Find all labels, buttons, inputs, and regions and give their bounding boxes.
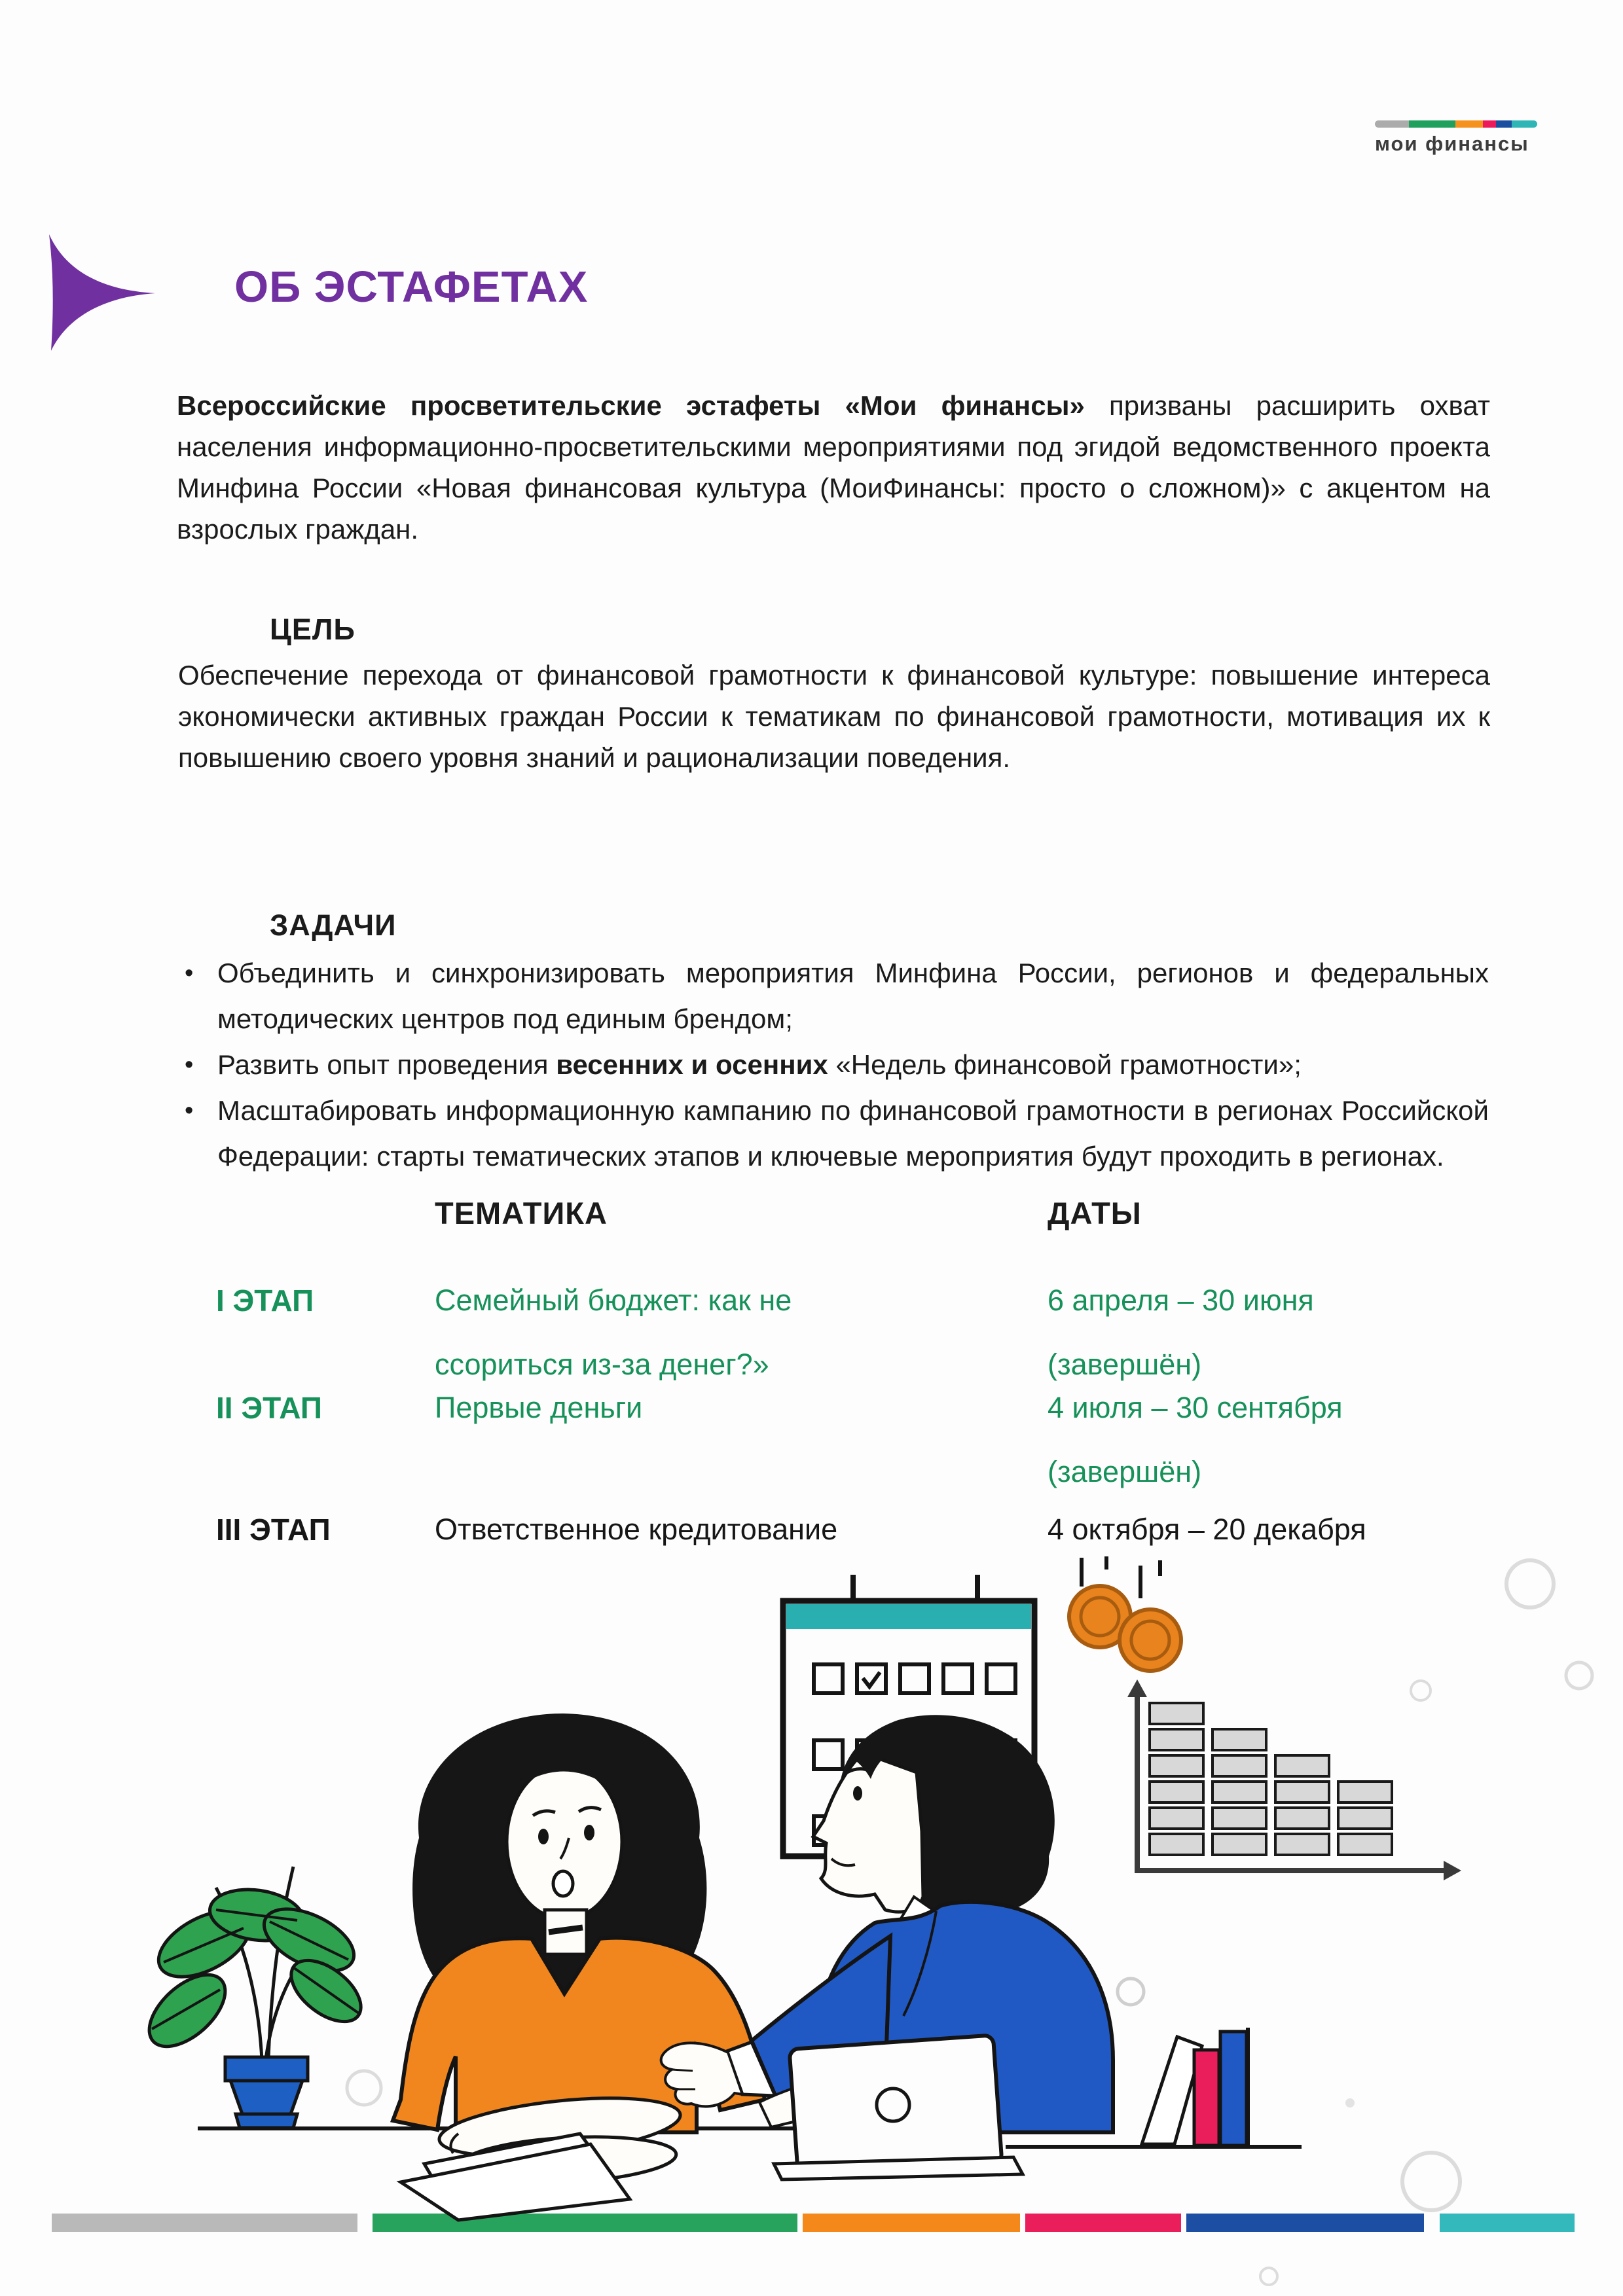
stage-1-label: I ЭТАП [216,1283,314,1318]
consultation-illustration [0,1556,1623,2296]
stage-3-label: III ЭТАП [216,1513,331,1547]
page-title: ОБ ЭСТАФЕТАХ [234,262,589,312]
bullet-icon: • [185,1097,194,1124]
woman-figure [393,1713,765,2220]
bullet-icon: • [185,960,194,987]
coins-icon [1069,1556,1181,1671]
list-item [185,1088,1489,1179]
task-text: «Недель финансовой грамотности»; [828,1049,1302,1080]
stage-2-dates: 4 июля – 30 сентября (завершён) [1048,1391,1343,1488]
goal-heading: ЦЕЛЬ [270,613,356,646]
brand-logo-text: мои финансы [1375,132,1529,155]
stage-2-theme: Первые деньги [435,1391,643,1424]
list-item [185,1042,1489,1088]
purple-arrow-icon [48,234,159,352]
laptop-icon [774,2035,1023,2179]
list-item [185,950,1489,1042]
column-header-theme: ТЕМАТИКА [435,1196,608,1230]
brand-logo [1375,120,1537,156]
task-text-bold: весенних и осенних [556,1049,828,1080]
goal-paragraph: Обеспечение перехода от финансовой грамотности к финансовой культуре: повышение интереса экономически активных граждан России к тематикам по финансовой грамотности, мотивация их к повышению своего уровня знаний и рационализации поведения. [178,660,1490,773]
task-text: Объединить и синхронизировать мероприятия Минфина России, регионов и федеральных методических центров под единым брендом; [217,958,1489,1034]
brand-color-line-icon [1375,120,1537,128]
books-icon [1142,2028,1248,2145]
column-header-dates: ДАТЫ [1048,1196,1142,1230]
intro-rest: призваны расширить охват населения информационно-просветительскими мероприятиями под эгидой ведомственного проекта Минфина России «Новая финансовая культура (МоиФинансы: просто о сложном)» с акцентом на взрослых граждан. [177,390,1490,545]
tasks-heading: ЗАДАЧИ [270,908,397,942]
plant-icon [137,1867,372,2128]
task-text: Масштабировать информационную кампанию по финансовой грамотности в регионах Российской Федерации: старты тематических этапов и ключевые мероприятия будут проходить в регионах. [217,1095,1489,1172]
footer-stripes [52,2214,1575,2232]
bar-chart-icon [1127,1679,1461,1880]
stage-2-label: II ЭТАП [216,1391,322,1425]
stage-1-dates: 6 апреля – 30 июня (завершён) [1048,1283,1314,1381]
tasks-list [185,950,1489,1179]
intro-bold: Всероссийские просветительские эстафеты «Мои финансы» [177,390,1085,421]
task-text: Развить опыт проведения [217,1049,556,1080]
stage-3-theme: Ответственное кредитование [435,1513,838,1546]
bullet-icon: • [185,1051,194,1079]
stage-3-dates: 4 октября – 20 декабря [1048,1513,1366,1546]
stage-1-theme: Семейный бюджет: как не ссориться из-за денег?» [435,1283,792,1381]
intro-paragraph [177,385,1490,550]
